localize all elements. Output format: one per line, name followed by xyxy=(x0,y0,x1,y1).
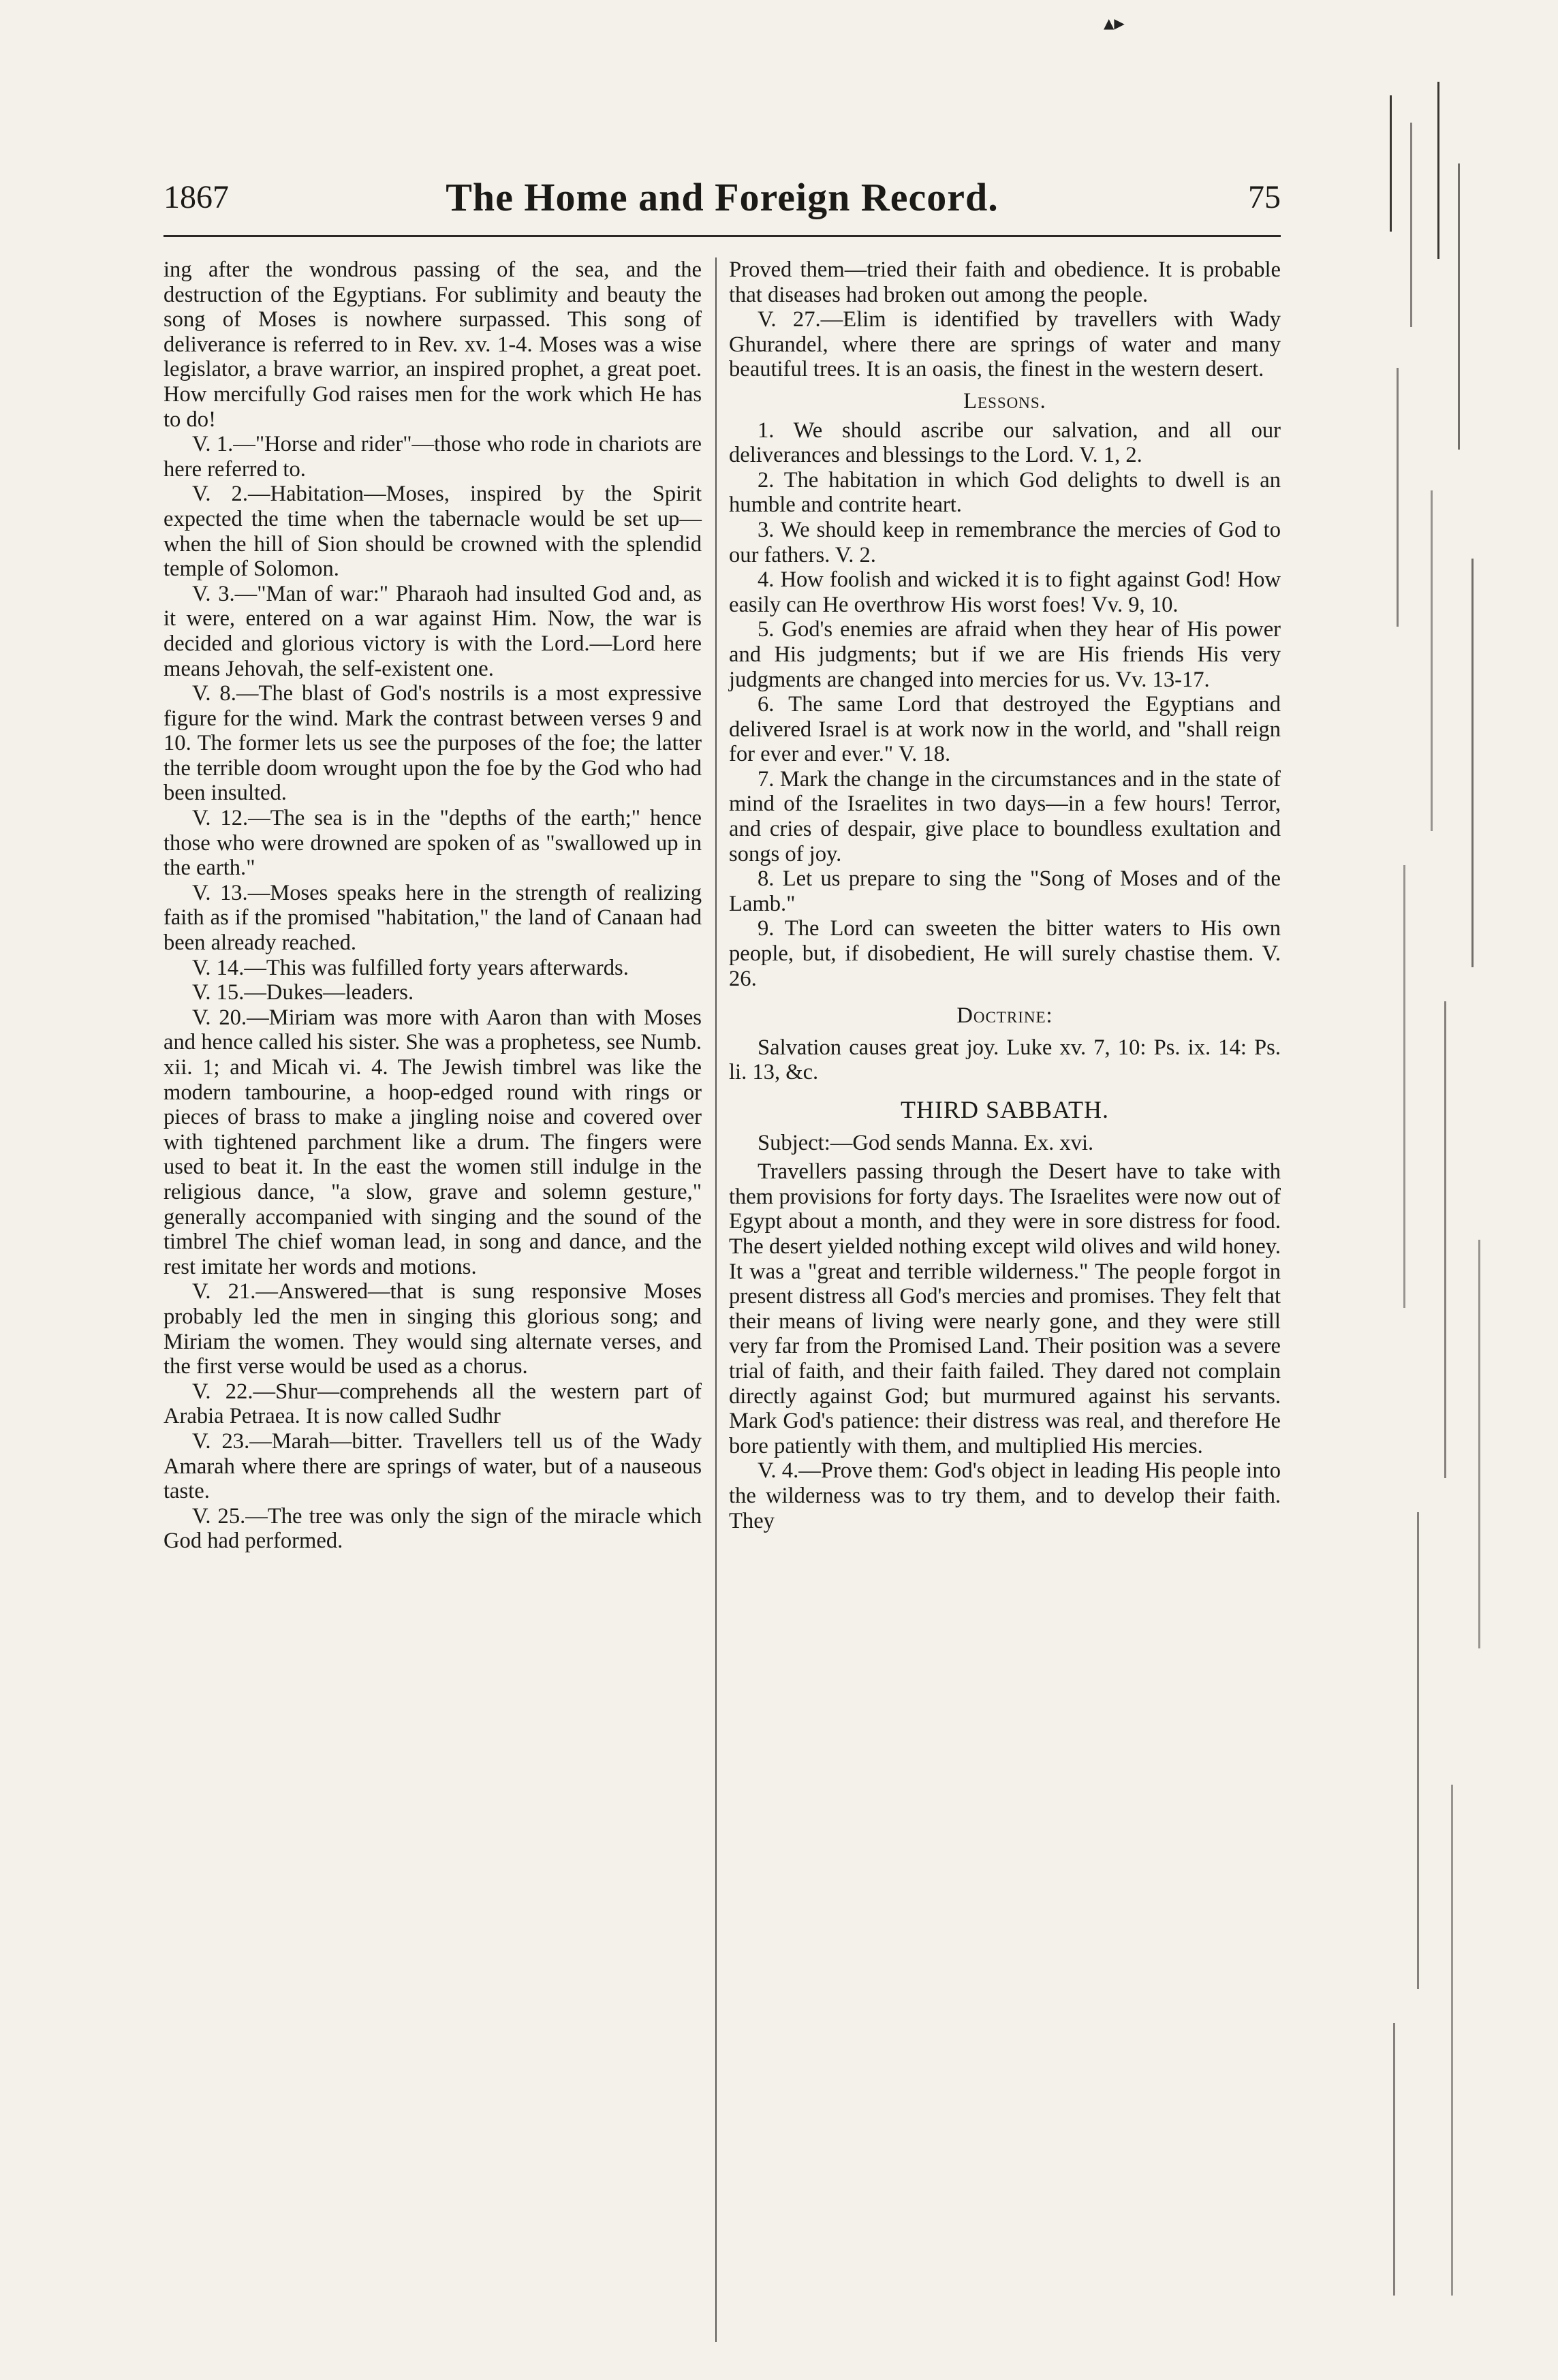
lesson-item: 8. Let us prepare to sing the "Song of Moses and of the Lamb." xyxy=(729,866,1281,916)
paragraph: V. 8.—The blast of God's nostrils is a most expressive figure for the wind. Mark the contrast between verses 9 and 10. The former lets us see the purposes of the foe; the latter the terrible doom wrought upon the foe by the God who had been insulted. xyxy=(163,681,702,806)
paragraph: V. 1.—"Horse and rider"—those who rode in chariots are here referred to. xyxy=(163,432,702,482)
header-rule xyxy=(163,235,1281,237)
paragraph: V. 25.—The tree was only the sign of the miracle which God had performed. xyxy=(163,1503,702,1554)
corner-mark: ▲▶ xyxy=(1104,15,1125,31)
paragraph: V. 14.—This was fulfilled forty years afterwards. xyxy=(192,955,629,980)
paragraph: V. 2.—Habitation—Moses, inspired by the Spirit expected the time when the tabernacle would be set up—when the hill of Sion should be crowned with the splendid temple of Solomon. xyxy=(163,482,702,582)
right-column xyxy=(729,257,1281,1533)
paragraph: V. 27.—Elim is identified by travellers with Wady Ghurandel, where there are springs of water and many beautiful trees. It is an oasis, the finest in the western desert. xyxy=(729,307,1281,382)
paragraph: Travellers passing through the Desert have to take with them provisions for forty days. The Israelites were now out of Egypt about a month, and they were in sore distress for food. The desert yielded nothing except wild olives and wild honey. It was a "great and terrible wilderness." The people forgot in present distress all God's mercies and promises. They felt that their means of living were nearly gone, and they were still very far from the Promised Land. Their position was a severe trial of faith, and their faith failed. They dared not complain directly against God; but murmured against his servants. Mark God's patience: their distress was real, and therefore He bore patiently with them, and multiplied His mercies. xyxy=(729,1159,1281,1458)
paragraph: V. 13.—Moses speaks here in the strength of realizing faith as if the promised "habitation," the land of Canaan had been already reached. xyxy=(163,880,702,956)
column-divider xyxy=(715,257,717,2342)
page-number: 75 xyxy=(1248,179,1281,215)
lesson-item: 2. The habitation in which God delights to dwell is an humble and contrite heart. xyxy=(729,467,1281,518)
paragraph: V. 15.—Dukes—leaders. xyxy=(192,980,414,1005)
section-heading: THIRD SABBATH. xyxy=(900,1096,1110,1123)
paragraph: ing after the wondrous passing of the sea, and the destruction of the Egyptians. For sublimity and beauty the song of Moses is nowhere surpassed. This song of deliverance is referred to in Rev. xv. 1-4. Moses was a wise legislator, a brave warrior, an inspired prophet, a great poet. How mercifully God raises men for the work which He has to do! xyxy=(163,257,702,432)
binding-gutter xyxy=(1383,82,1499,2330)
paragraph: V. 21.—Answered—that is sung responsive Moses probably led the men in singing this glorious song; and Miriam the women. They would sing alternate verses, and the first verse would be used as a chorus. xyxy=(163,1279,702,1379)
paragraph: V. 20.—Miriam was more with Aaron than with Moses and hence called his sister. She was a prophetess, see Numb. xii. 1; and Micah vi. 4. The Jewish timbrel was like the modern tambourine, a hoop-edged round with rings or pieces of brass to make a jingling noise and covered over with tightened parchment like a drum. The fingers were used to beat it. In the east the women still indulge in the religious dance, "a slow, grave and solemn gesture," generally accompanied with singing and the sound of the timbrel The chief woman lead, in song and dance, and the rest imitate her words and motions. xyxy=(163,1005,702,1279)
lesson-item: 4. How foolish and wicked it is to fight against God! How easily can He overthrow His worst foes! Vv. 9, 10. xyxy=(729,567,1281,617)
paragraph: V. 4.—Prove them: God's object in leading His people into the wilderness was to try them, and to develop their faith. They xyxy=(729,1458,1281,1533)
header-year: 1867 xyxy=(163,179,229,215)
doctrine-heading: Doctrine: xyxy=(956,1003,1053,1029)
lesson-item: 9. The Lord can sweeten the bitter waters to His own people, but, if disobedient, He will surely chastise them. V. 26. xyxy=(729,916,1281,991)
paragraph: Proved them—tried their faith and obedience. It is probable that diseases had broken out among the people. xyxy=(729,257,1281,307)
lesson-item: 6. The same Lord that destroyed the Egyptians and delivered Israel is at work now in the world, and "shall reign for ever and ever." V. 18. xyxy=(729,692,1281,767)
lessons-heading: Lessons. xyxy=(963,388,1046,413)
lesson-item: 3. We should keep in remembrance the mercies of God to our fathers. V. 2. xyxy=(729,517,1281,567)
page-header xyxy=(163,172,1281,226)
masthead-title: The Home and Foreign Record. xyxy=(446,175,999,219)
paragraph: V. 3.—"Man of war:" Pharaoh had insulted God and, as it were, entered on a war against Him. Now, the war is decided and glorious victory is with the Lord.—Lord here means Jehovah, the self-existent one. xyxy=(163,581,702,681)
paragraph: V. 22.—Shur—comprehends all the western part of Arabia Petraea. It is now called Sudhr xyxy=(163,1379,702,1429)
lesson-item: 7. Mark the change in the circumstances and in the state of mind of the Israelites in two days—in a few hours! Terror, and cries of despair, give place to boundless exultation and songs of joy. xyxy=(729,766,1281,866)
lesson-item: 5. God's enemies are afraid when they hear of His power and His judgments; but if we are His friends His very judgments are changed into mercies for us. Vv. 13-17. xyxy=(729,617,1281,692)
lesson-item: 1. We should ascribe our salvation, and all our deliverances and blessings to the Lord. V. 1, 2. xyxy=(729,418,1281,468)
left-column xyxy=(163,257,702,1554)
subject-line: Subject:—God sends Manna. Ex. xvi. xyxy=(758,1130,1094,1155)
doctrine-text: Salvation causes great joy. Luke xv. 7, 10: Ps. ix. 14: Ps. li. 13, &c. xyxy=(729,1035,1281,1085)
paragraph: V. 23.—Marah—bitter. Travellers tell us of the Wady Amarah where there are springs of water, but of a nauseous taste. xyxy=(163,1428,702,1504)
paragraph: V. 12.—The sea is in the "depths of the earth;" hence those who were drowned are spoken of as "swallowed up in the earth." xyxy=(163,806,702,881)
